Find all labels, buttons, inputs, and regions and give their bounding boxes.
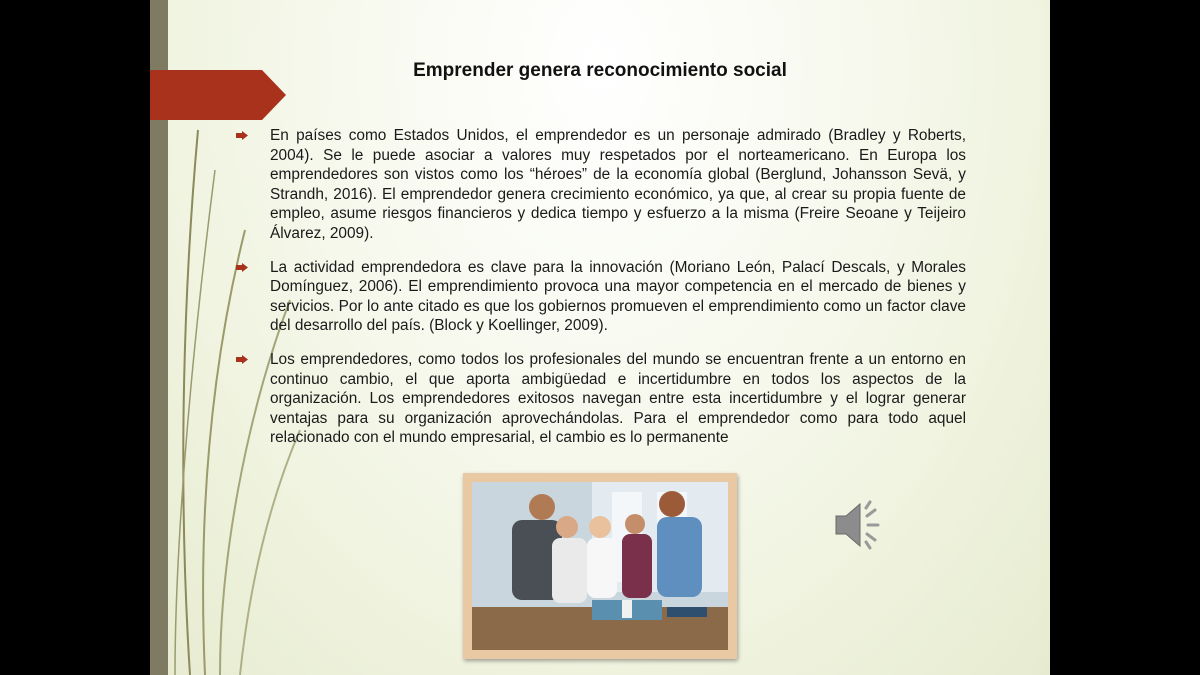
bullet-text: La actividad emprendedora es clave para la innovación (Moriano León, Palací Descals, y Morales Domínguez, 2006). El emprendimiento provoca una mayor competencia en el mercado de bienes y servicios. Por lo ante citado es que los gobiernos promueven el emprendimiento como un factor clave del desarrollo del país. (Block y Koellinger, 2009).: [270, 258, 966, 335]
bullet-item: [234, 258, 966, 336]
team-meeting-photo: [472, 482, 728, 650]
bullet-text: En países como Estados Unidos, el emprendedor es un personaje admirado (Bradley y Roberts, 2004). Se le puede asociar a valores muy respetados por el norteamericano. En Europa los emprendedores son vistos como los “héroes” de la economía global (Berglund, Johansson Sevä, y Strandh, 2016). El emprendedor genera crecimiento económico, ya que, al crear su propia fuente de empleo, asume riesgos financieros y dedica tiempo y esfuerzo a la misma (Freire Seoane y Teijeiro Álvarez, 2009).: [270, 127, 966, 242]
arrow-bullet-icon: [236, 355, 248, 364]
photo-frame: [463, 473, 737, 659]
title-banner-shape: [150, 70, 286, 120]
slide: [150, 0, 1050, 675]
bullet-item: [234, 350, 966, 448]
speaker-icon[interactable]: [832, 494, 894, 556]
bullet-text: Los emprendedores, como todos los profesionales del mundo se encuentran frente a un entorno en continuo cambio, el que aporta ambigüedad e incertidumbre en todos los aspectos de la organización. Los emprendedores exitosos navegan entre esta incertidumbre y el lograr generar ventajas para su organización aprovechándolas. Para el emprendedor como para todo aquel relacionado con el mundo empresarial, el cambio es lo permanente: [270, 350, 966, 447]
slide-title: Emprender genera reconocimiento social: [413, 60, 787, 81]
arrow-bullet-icon: [236, 131, 248, 140]
bullet-item: [234, 126, 966, 244]
bullet-list: [234, 126, 966, 462]
arrow-bullet-icon: [236, 263, 248, 272]
